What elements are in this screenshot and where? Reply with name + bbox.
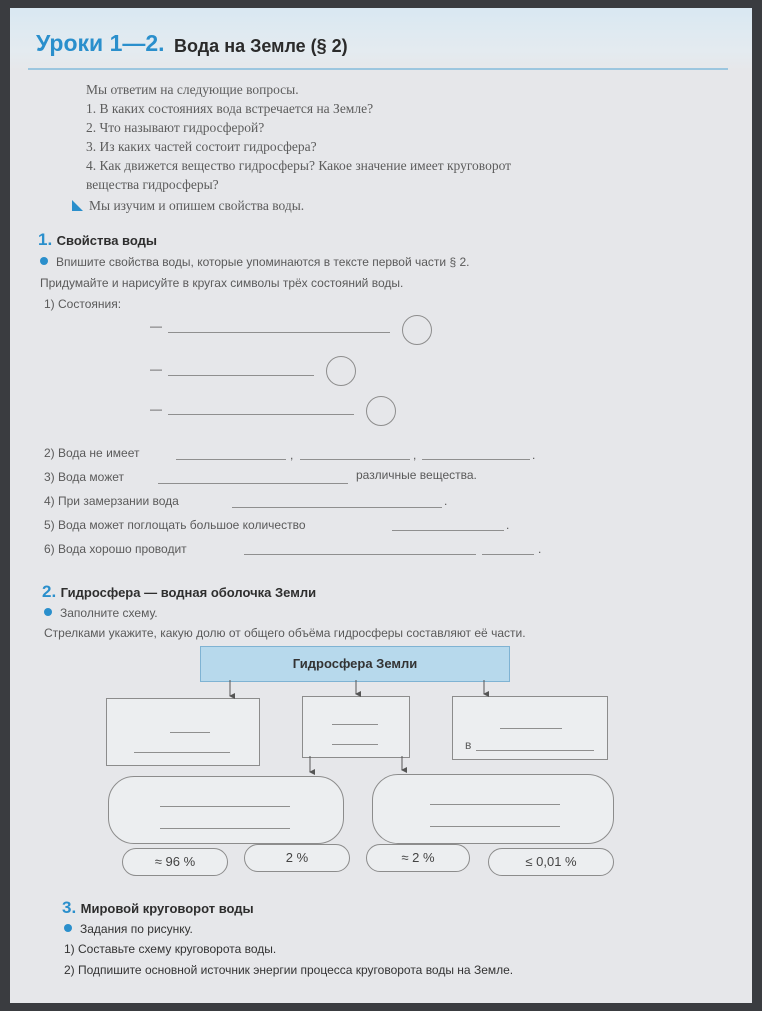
item-3-tail: различные вещества. [356,468,477,482]
intro-question-3: 3. Из каких частей состоит гидросфера? [86,139,317,154]
state-3-dash: — [150,402,162,416]
intro-study-text: Мы изучим и опишем свойства воды. [89,198,305,213]
section-2-title: Гидросфера — водная оболочка Земли [60,585,317,600]
percent-pill-2[interactable]: 2 % [244,844,350,872]
state-1-dash: — [150,319,162,333]
workbook-page [10,8,752,1003]
section-1-number: 1. [38,230,53,249]
section-3-task-text: Задания по рисунку. [80,922,193,936]
section-1-task-text: Впишите свойства воды, которые упоминаются в тексте первой части § 2. [56,255,470,269]
item-6-label: 6) Вода хорошо проводит [44,542,187,556]
intro-question-4-cont: вещества гидросферы? [86,177,219,192]
section-2-task-2: Стрелками укажите, какую долю от общего объёма гидросферы составляют её части. [44,626,526,640]
item-2-comma-1: , [290,448,294,462]
scheme-arrows [10,8,752,1003]
percent-pill-3[interactable]: ≈ 2 % [366,844,470,872]
section-3-number: 3. [62,898,77,917]
percent-pill-1[interactable]: ≈ 96 % [122,848,228,876]
item-states-label: 1) Состояния: [44,297,122,311]
lesson-number: Уроки 1—2. [36,30,165,56]
intro-question-2: 2. Что называют гидросферой? [86,120,265,135]
item-3-label: 3) Вода может [44,470,125,484]
section-3-item-2: 2) Подпишите основной источник энергии процесса круговорота воды на Земле. [64,963,514,977]
intro-lead: Мы ответим на следующие вопросы. [86,82,299,97]
item-4-period: . [444,494,448,508]
item-2-period: . [532,448,536,462]
section-3-item-1: 1) Составьте схему круговорота воды. [64,942,277,956]
hydrosphere-banner: Гидросфера Земли [200,646,510,682]
item-4-label: 4) При замерзании вода [44,494,179,508]
state-2-dash: — [150,362,162,376]
lesson-title: Вода на Земле (§ 2) [174,36,348,56]
section-3-title: Мировой круговорот воды [80,901,254,916]
item-2-label: 2) Вода не имеет [44,446,140,460]
section-3-task [64,922,193,936]
section-1-title: Свойства воды [56,233,157,248]
item-5-period: . [506,518,510,532]
scheme-box-3-prefix: в [465,738,472,752]
section-3-heading [62,898,254,918]
section-2-task-text: Заполните схему. [60,606,158,620]
item-6-period: . [538,542,542,556]
percent-pill-4[interactable]: ≤ 0,01 % [488,848,614,876]
intro-question-1: 1. В каких состояниях вода встречается на Земле? [86,101,374,116]
intro-question-4: 4. Как движется вещество гидросферы? Какое значение имеет круговорот [86,158,512,173]
bullet-icon [64,924,72,932]
item-5-label: 5) Вода может поглощать большое количество [44,518,306,532]
section-2-number: 2. [42,582,57,601]
section-1-task-2: Придумайте и нарисуйте в кругах символы трёх состояний воды. [40,276,404,290]
item-2-comma-2: , [413,448,417,462]
